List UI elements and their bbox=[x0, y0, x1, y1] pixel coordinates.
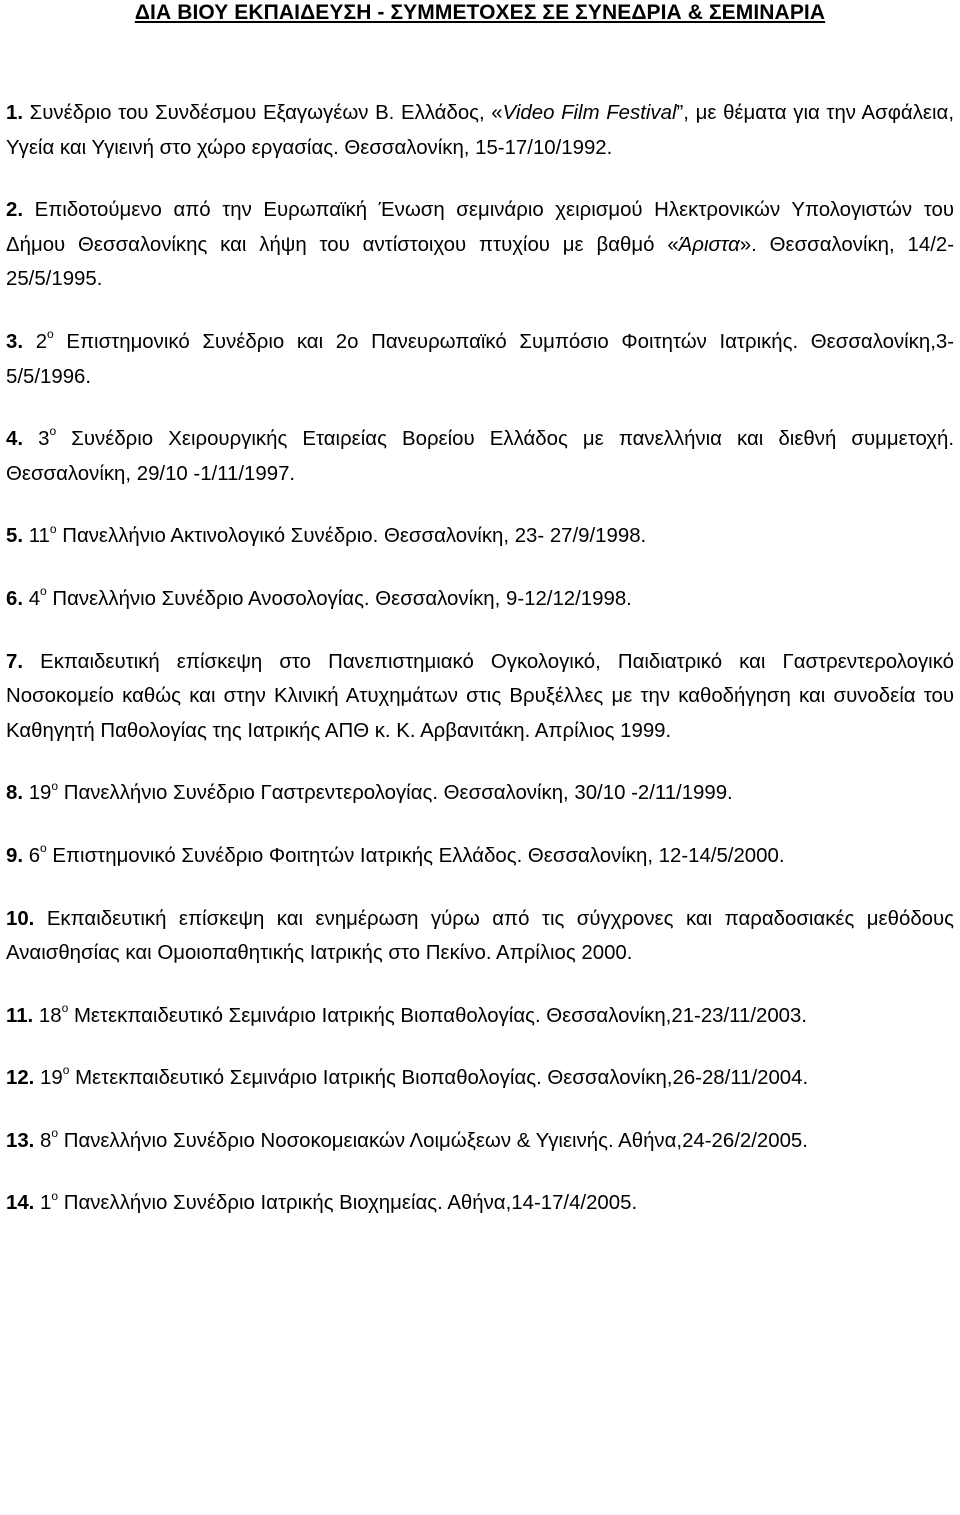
item-emphasis: Video Film Festival bbox=[502, 102, 677, 124]
item-text: Εκπαιδευτική επίσκεψη και ενημέρωση γύρω από τις σύγχρονες και παραδοσιακές μεθόδους Αναισθησίας και Ομοιοπαθητικής Ιατρικής στο Πεκίνο. Απρίλιος 2000. bbox=[6, 907, 954, 965]
item-number: 4. bbox=[6, 428, 24, 451]
ordinal-suffix: ο bbox=[51, 1126, 59, 1141]
item-number: 5. bbox=[6, 525, 24, 548]
list-item bbox=[6, 582, 954, 617]
item-text: Πανελλήνιο Συνέδριο Γαστρεντερολογίας. Θεσσαλονίκη, 30/10 -2/11/1999. bbox=[58, 782, 733, 805]
item-text: Επιστημονικό Συνέδριο και 2ο Πανευρωπαϊκό Συμπόσιο Φοιτητών Ιατρικής. Θεσσαλονίκη,3-5/5/1996. bbox=[6, 330, 954, 388]
ordinal-suffix: ο bbox=[47, 327, 54, 342]
item-ordinal: 6 bbox=[28, 844, 41, 867]
item-ordinal: 19 bbox=[28, 782, 52, 805]
list-item bbox=[6, 1061, 954, 1096]
item-ordinal: 3 bbox=[38, 428, 50, 451]
item-ordinal: 19 bbox=[40, 1067, 63, 1090]
item-number: 9. bbox=[6, 844, 24, 867]
ordinal-suffix: ο bbox=[61, 1000, 69, 1015]
list-item bbox=[6, 999, 954, 1034]
item-text: Πανελλήνιο Ακτινολογικό Συνέδριο. Θεσσαλονίκη, 23- 27/9/1998. bbox=[56, 525, 647, 548]
item-text: Συνέδριο Χειρουργικής Εταιρείας Βορείου Ελλάδος με πανελλήνια και διεθνή συμμετοχή. Θεσσαλονίκη, 29/10 -1/11/1997. bbox=[6, 428, 954, 485]
list-item bbox=[6, 519, 954, 554]
item-ordinal: 18 bbox=[38, 1004, 62, 1027]
item-ordinal: 2 bbox=[35, 330, 48, 353]
item-text: Πανελλήνιο Συνέδριο Ιατρικής Βιοχημείας. Αθήνα,14-17/4/2005. bbox=[58, 1192, 638, 1215]
entries-list bbox=[6, 96, 954, 1249]
item-text: Πανελλήνιο Συνέδριο Ανοσολογίας. Θεσσαλονίκη, 9-12/12/1998. bbox=[46, 587, 632, 610]
item-text: Πανελλήνιο Συνέδριο Νοσοκομειακών Λοιμώξεων & Υγιεινής. Αθήνα,24-26/2/2005. bbox=[58, 1129, 808, 1152]
item-text: ”, με θέματα για την Ασφάλεια, Υγεία και Υγιεινή στο χώρο εργασίας. Θεσσαλονίκη, 15-17/10/1992. bbox=[6, 102, 954, 159]
ordinal-suffix: ο bbox=[49, 521, 57, 536]
item-text: Εκπαιδευτική επίσκεψη στο Πανεπιστημιακό Ογκολογικό, Παιδιατρικό και Γαστρεντερολογικό Νοσοκομείο καθώς και στην Κλινική Ατυχημάτων στις Βρυξέλλες με την καθοδήγηση και συνοδεία του Καθηγητή Παθολογίας της Ιατρικής ΑΠΘ κ. Κ. Αρβανιτάκη. Απρίλιος 1999. bbox=[6, 650, 954, 742]
list-item bbox=[6, 96, 954, 165]
item-text: Μετεκπαιδευτικό Σεμινάριο Ιατρικής Βιοπαθολογίας. Θεσσαλονίκη,26-28/11/2004. bbox=[69, 1067, 809, 1090]
ordinal-suffix: ο bbox=[49, 424, 57, 439]
item-text: Συνέδριο του Συνδέσμου Εξαγωγέων Β. Ελλάδος, « bbox=[23, 102, 503, 124]
ordinal-suffix: ο bbox=[62, 1063, 70, 1078]
list-item bbox=[6, 1186, 954, 1221]
list-item bbox=[6, 902, 954, 971]
item-ordinal: 1 bbox=[40, 1192, 52, 1215]
item-number: 3. bbox=[6, 330, 24, 353]
item-number: 8. bbox=[6, 782, 24, 805]
document-page bbox=[6, 0, 955, 1215]
ordinal-suffix: ο bbox=[51, 778, 59, 793]
item-emphasis: Άριστα bbox=[678, 233, 740, 256]
item-text: Επιδοτούμενο από την Ευρωπαϊκή Ένωση σεμινάριο χειρισμού Ηλεκτρονικών Υπολογιστών του Δήμου Θεσσαλονίκης και λήψη του αντίστοιχου πτυχίου με βαθμό « bbox=[6, 199, 954, 256]
ordinal-suffix: ο bbox=[40, 841, 47, 856]
list-item bbox=[6, 839, 954, 874]
list-item bbox=[6, 776, 954, 811]
item-number: 2. bbox=[6, 199, 24, 222]
item-number: 7. bbox=[6, 650, 24, 673]
ordinal-suffix: ο bbox=[51, 1188, 59, 1203]
item-number: 12. bbox=[6, 1067, 35, 1090]
item-ordinal: 8 bbox=[40, 1129, 52, 1152]
list-item bbox=[6, 1124, 954, 1159]
item-number: 1. bbox=[6, 102, 24, 124]
list-item bbox=[6, 325, 954, 394]
item-number: 14. bbox=[6, 1192, 35, 1215]
item-number: 13. bbox=[6, 1129, 35, 1152]
list-item bbox=[6, 645, 954, 749]
item-ordinal: 11 bbox=[28, 525, 50, 548]
item-number: 11. bbox=[6, 1004, 34, 1027]
item-number: 6. bbox=[6, 587, 24, 610]
item-text: ». Θεσσαλονίκη, 14/2-25/5/1995. bbox=[6, 233, 955, 291]
ordinal-suffix: ο bbox=[40, 584, 47, 599]
list-item bbox=[6, 422, 954, 491]
item-number: 10. bbox=[6, 907, 35, 930]
document-title: ΔΙΑ ΒΙΟΥ ΕΚΠΑΙΔΕΥΣΗ - ΣΥΜΜΕΤΟΧΕΣ ΣΕ ΣΥΝΕΔΡΙΑ & ΣΕΜΙΝΑΡΙΑ bbox=[134, 1, 826, 24]
item-ordinal: 4 bbox=[28, 587, 41, 610]
item-text: Μετεκπαιδευτικό Σεμινάριο Ιατρικής Βιοπαθολογίας. Θεσσαλονίκη,21-23/11/2003. bbox=[68, 1004, 808, 1027]
item-text: Επιστημονικό Συνέδριο Φοιτητών Ιατρικής Ελλάδος. Θεσσαλονίκη, 12-14/5/2000. bbox=[46, 844, 785, 867]
list-item bbox=[6, 193, 954, 297]
